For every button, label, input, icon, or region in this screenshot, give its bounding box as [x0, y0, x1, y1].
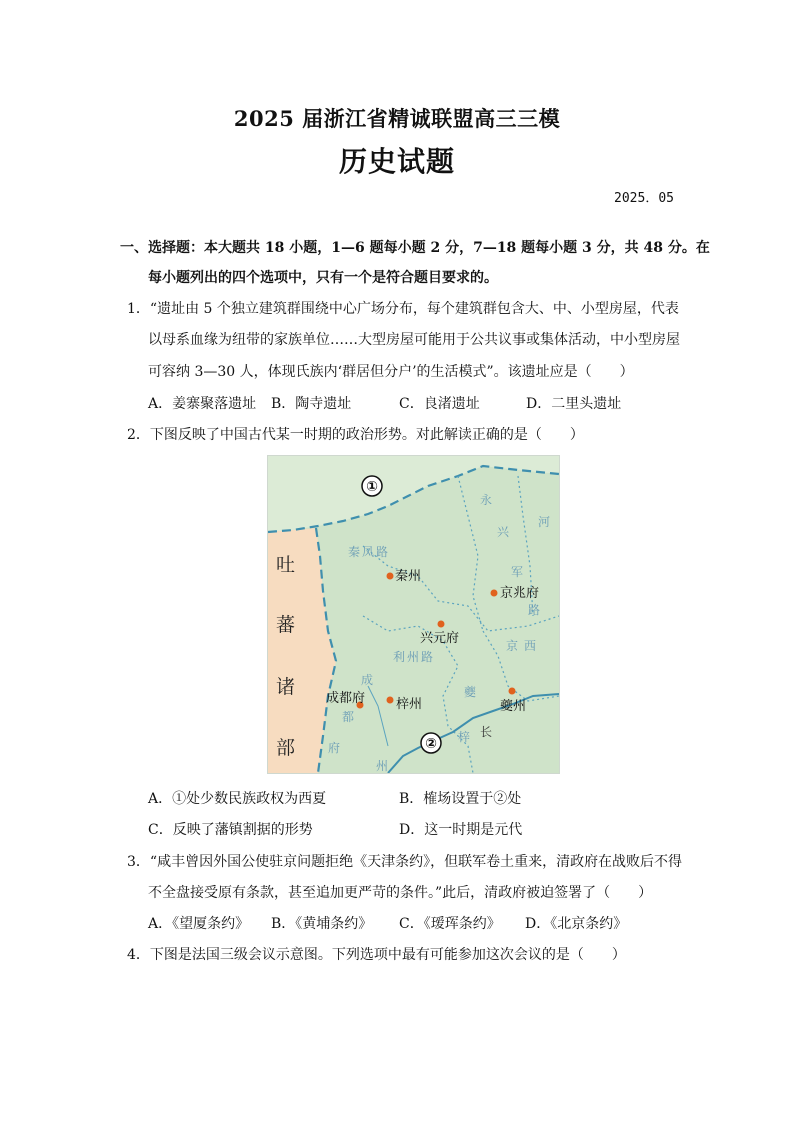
tubo-label-3: 诸	[276, 676, 296, 698]
label-zhou: 州	[376, 759, 389, 773]
marker-2	[421, 733, 441, 753]
q3-stem-line2: 不全盘接受原有条款，甚至追加更严苛的条件。”此后，清政府被迫签署了（ ）	[148, 885, 653, 901]
exam-title: 2025 届浙江省精诚联盟高三三模	[233, 106, 561, 131]
city-jingzhaofu: 京兆府	[500, 586, 540, 601]
city-dot-qinzhou	[387, 573, 394, 580]
city-dot-xingyuanfu	[438, 621, 445, 628]
q3-option-c[interactable]: C．《瑷珲条约》	[399, 916, 501, 932]
tubo-label-2: 蕃	[276, 614, 296, 636]
city-qinzhou: 秦州	[395, 569, 422, 584]
historical-map	[267, 455, 560, 774]
svg-text:②: ②	[425, 736, 437, 752]
label-jingxi: 京西	[506, 639, 543, 653]
label-lizhou: 利州路	[393, 650, 436, 664]
label-yong: 永	[480, 493, 493, 507]
q1-option-d[interactable]: D．二里头遗址	[526, 396, 622, 412]
exam-date: 2025．05	[614, 191, 674, 206]
marker-1	[362, 476, 382, 496]
q1-option-b[interactable]: B．陶寺遗址	[271, 396, 352, 412]
label-qinfeng: 秦凤路	[348, 545, 391, 559]
label-cheng: 成	[361, 673, 374, 687]
q3-option-a[interactable]: A．《望厦条约》	[148, 916, 250, 932]
city-dot-jingzhaofu	[491, 590, 498, 597]
city-xingyuanfu: 兴元府	[420, 631, 460, 646]
q2-option-b[interactable]: B．榷场设置于②处	[399, 791, 522, 807]
q2-option-c[interactable]: C．反映了藩镇割据的形势	[148, 822, 313, 838]
city-chengdufu: 成都府	[326, 691, 366, 706]
q1-stem-line1: 1．“遗址由 5 个独立建筑群围绕中心广场分布，每个建筑群包含大、中、小型房屋，代表	[127, 301, 679, 317]
q2-option-d[interactable]: D．这一时期是元代	[399, 822, 523, 838]
svg-text:①: ①	[366, 479, 378, 495]
label-jun: 军	[511, 565, 524, 579]
label-fu: 府	[328, 741, 341, 755]
q1-stem-line3: 可容纳 3—30 人，体现氏族内‘群居但分户’的生活模式”。该遗址应是（ ）	[148, 364, 634, 380]
city-zizhou: 梓州	[396, 697, 423, 712]
q3-option-d[interactable]: D．《北京条约》	[525, 916, 628, 932]
label-kui: 夔	[464, 685, 477, 699]
city-kuizhou: 夔州	[500, 699, 527, 714]
label-lu: 路	[528, 603, 541, 617]
label-du: 都	[342, 710, 355, 724]
q1-option-a[interactable]: A．姜寨聚落遗址	[148, 396, 257, 412]
q3-option-b[interactable]: B．《黄埔条约》	[271, 916, 373, 932]
city-dot-zizhou	[387, 697, 394, 704]
tubo-label-4: 部	[276, 737, 296, 759]
label-zi: 梓	[458, 730, 471, 744]
q4-stem: 4．下图是法国三级会议示意图。下列选项中最有可能参加这次会议的是（ ）	[127, 947, 626, 963]
label-xing: 兴	[497, 525, 510, 539]
section-instruction-line2: 每小题列出的四个选项中，只有一个是符合题目要求的。	[148, 270, 498, 286]
q3-stem-line1: 3．“咸丰曾因外国公使驻京问题拒绝《天津条约》，但联军卷土重来，清政府在战败后不得	[127, 854, 683, 870]
q1-option-c[interactable]: C．良渚遗址	[399, 396, 480, 412]
label-he: 河	[538, 515, 551, 529]
q1-stem-line2: 以母系血缘为纽带的家族单位……大型房屋可能用于公共议事或集体活动，中小型房屋	[148, 332, 680, 348]
q2-stem: 2．下图反映了中国古代某一时期的政治形势。对此解读正确的是（ ）	[127, 427, 584, 443]
label-chang: 长	[480, 725, 493, 739]
tubo-label-1: 吐	[276, 554, 296, 576]
exam-subject: 历史试题	[338, 145, 455, 178]
section-instruction-line1: 一、选择题：本大题共 18 小题，1—6 题每小题 2 分，7—18 题每小题 3 分，共 48 分。在	[120, 240, 710, 256]
city-dot-kuizhou	[509, 688, 516, 695]
q2-option-a[interactable]: A．①处少数民族政权为西夏	[148, 791, 327, 807]
